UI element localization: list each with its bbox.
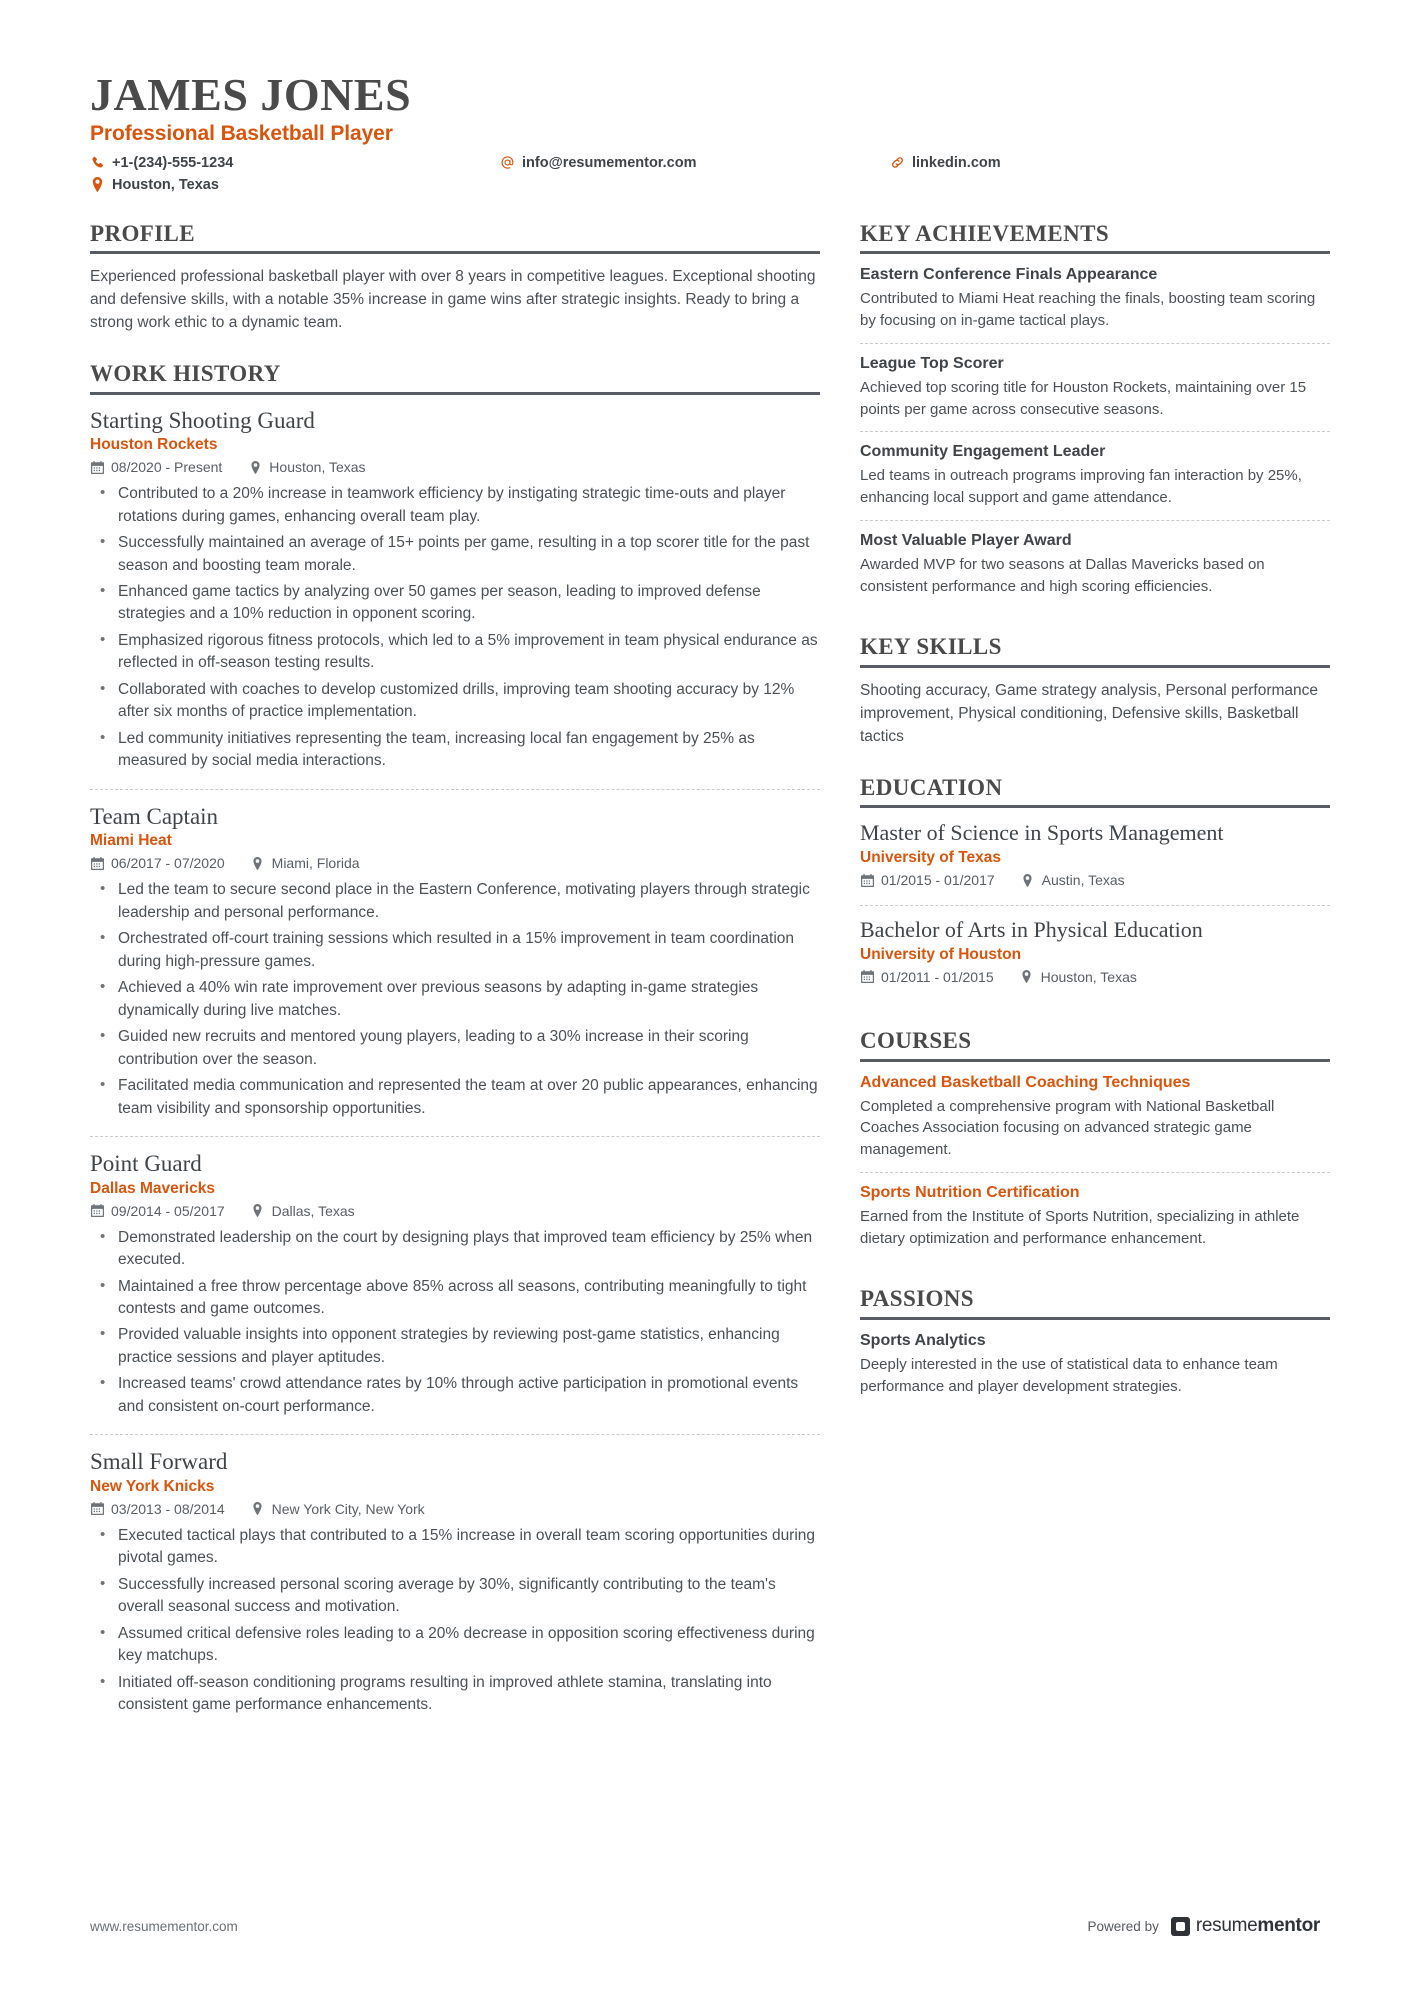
section-title-profile: PROFILE [90,221,820,255]
work-bullet: • Enhanced game tactics by analyzing over 50 games per season, leading to improved defense strategies and a 10% reduction in opponent scoring. [90,581,820,626]
work-company: Miami Heat [90,832,172,850]
section-title-key-achievements: KEY ACHIEVEMENTS [860,221,1330,255]
resumementor-logo [1171,1915,1320,1937]
work-bullets [90,1227,820,1419]
passion-item [860,1332,1330,1409]
work-bullets [90,879,820,1120]
education-meta [860,969,1330,985]
map-pin-icon [1020,970,1034,984]
course-title: Advanced Basketball Coaching Techniques [860,1073,1191,1091]
work-bullet: • Achieved a 40% win rate improvement over previous seasons by adapting in-game strategies dynamically during live matches. [90,977,820,1022]
section-education [860,775,1330,1002]
education-entry [860,820,1330,905]
education-dates [860,969,994,985]
achievement-item [860,520,1330,609]
work-company: Dallas Mavericks [90,1179,215,1197]
work-location-text: Houston, Texas [269,459,366,476]
work-location-text: New York City, New York [271,1500,425,1517]
contact-email-text: info@resumementor.com [522,154,697,171]
section-courses [860,1028,1330,1261]
work-dates [90,1203,225,1219]
section-title-courses: COURSES [860,1028,1330,1062]
work-bullet: • Initiated off-season conditioning programs resulting in improved athlete stamina, translating into consistent game performance enhancements. [90,1672,820,1717]
work-bullet: • Guided new recruits and mentored young players, leading to a 30% increase in their scoring contribution over the season. [90,1026,820,1071]
work-entry [90,1136,820,1434]
contact-info [90,155,1320,193]
education-location [1021,872,1125,888]
work-meta [90,1501,820,1517]
work-bullet: • Demonstrated leadership on the court by designing plays that improved team efficiency by 25% when executed. [90,1227,820,1272]
work-location [251,1501,425,1517]
education-location-text: Austin, Texas [1041,872,1125,889]
section-key-skills [860,634,1330,748]
work-bullet: • Collaborated with coaches to develop customized drills, improving team shooting accuracy by 12% after six months of practice implementation. [90,679,820,724]
education-meta [860,872,1330,888]
map-pin-icon [90,177,105,192]
contact-phone[interactable] [90,155,500,171]
education-location-text: Houston, Texas [1040,968,1137,985]
work-location [251,855,360,871]
passion-description: Deeply interested in the use of statistical data to enhance team performance and player development strategies. [860,1356,1278,1395]
section-profile [90,221,820,335]
calendar-icon [860,970,874,984]
profile-text: Experienced professional basketball player with over 8 years in competitive leagues. Exceptional shooting and defensive skills, with a notable 35% increase in game wins after strategic insights. Ready to bring a strong work ethic to a dynamic team. [90,268,816,331]
map-pin-icon [1021,873,1035,887]
phone-icon [90,155,105,170]
resume-header [90,70,1320,193]
achievement-title: Most Valuable Player Award [860,531,1072,549]
map-pin-icon [248,460,262,474]
work-company: Houston Rockets [90,436,218,454]
work-role: Team Captain [90,803,219,829]
work-entry [90,1434,820,1732]
education-entry [860,905,1330,1002]
education-degree: Bachelor of Arts in Physical Education [860,917,1203,943]
map-pin-icon [251,1502,265,1516]
key-skills-text: Shooting accuracy, Game strategy analysis, Personal performance improvement, Physical conditioning, Defensive skills, Basketball tactics [860,682,1319,745]
course-title: Sports Nutrition Certification [860,1183,1080,1201]
resume-columns [90,221,1320,1759]
achievement-description: Contributed to Miami Heat reaching the finals, boosting team scoring by focusing on in-game tactical plays. [860,290,1316,330]
work-bullet: • Successfully increased personal scoring average by 30%, significantly contributing to the team's overall seasonal success and motivation. [90,1574,820,1619]
left-column [90,221,820,1759]
achievement-item [860,266,1330,343]
work-bullet: • Maintained a free throw percentage above 85% across all seasons, contributing meaningfully to tight contests and game outcomes. [90,1276,820,1321]
resume-footer [90,1915,1320,1937]
course-item [860,1074,1330,1172]
at-sign-icon [500,155,515,170]
section-title-passions: PASSIONS [860,1286,1330,1320]
education-school: University of Houston [860,945,1022,963]
work-bullet: • Contributed to a 20% increase in teamwork efficiency by instigating strategic time-outs and player rotations during games, enhancing overall team play. [90,483,820,528]
contact-phone-text: +1-(234)-555-1234 [112,154,234,171]
passion-title: Sports Analytics [860,1332,986,1350]
work-role: Starting Shooting Guard [90,407,315,433]
powered-by-label: Powered by [1087,1918,1159,1934]
footer-website[interactable]: www.resumementor.com [90,1918,238,1934]
work-bullet: • Emphasized rigorous fitness protocols, which led to a 5% improvement in team physical endurance as reflected in off-season testing results. [90,630,820,675]
work-role: Point Guard [90,1151,202,1177]
work-company: New York Knicks [90,1477,215,1495]
section-title-education: EDUCATION [860,775,1330,809]
section-title-key-skills: KEY SKILLS [860,634,1330,668]
education-location [1020,969,1137,985]
education-school: University of Texas [860,849,1001,867]
work-bullet: • Assumed critical defensive roles leading to a 20% decrease in opposition scoring effectiveness during key matchups. [90,1623,820,1668]
achievement-description: Achieved top scoring title for Houston Rockets, maintaining over 15 points per game across consecutive seasons. [860,378,1307,418]
work-entry [90,789,820,1136]
education-dates-text: 01/2015 - 01/2017 [881,872,995,889]
link-icon [890,155,905,170]
course-description: Completed a comprehensive program with National Basketball Coaches Association focusing on advanced strategic game management. [860,1097,1275,1159]
achievement-item [860,431,1330,520]
work-dates [90,459,222,475]
achievement-title: League Top Scorer [860,354,1004,372]
contact-linkedin-text: linkedin.com [912,154,1001,171]
achievement-description: Led teams in outreach programs improving fan interaction by 25%, enhancing local support and game attendance. [860,467,1302,507]
work-dates-text: 08/2020 - Present [111,459,223,476]
work-bullets [90,483,820,773]
map-pin-icon [251,856,265,870]
work-bullets [90,1525,820,1717]
education-dates-text: 01/2011 - 01/2015 [881,968,994,985]
work-dates [90,855,225,871]
contact-location-text: Houston, Texas [112,176,219,193]
work-location-text: Dallas, Texas [271,1202,355,1219]
work-bullet: • Facilitated media communication and represented the team at over 20 public appearances, enhancing team visibility and sponsorship opportunities. [90,1075,820,1120]
work-dates-text: 09/2014 - 05/2017 [111,1202,225,1219]
work-dates [90,1501,225,1517]
calendar-icon [90,856,104,870]
work-role: Small Forward [90,1449,228,1475]
work-location-text: Miami, Florida [271,855,360,872]
work-dates-text: 03/2013 - 08/2014 [111,1500,225,1517]
work-bullet: • Executed tactical plays that contributed to a 15% increase in overall team scoring opportunities during pivotal games. [90,1525,820,1570]
achievement-title: Community Engagement Leader [860,443,1106,461]
work-meta [90,1203,820,1219]
work-bullet: • Successfully maintained an average of 15+ points per game, resulting in a top scorer title for the past season and boosting team morale. [90,532,820,577]
work-dates-text: 06/2017 - 07/2020 [111,855,225,872]
logo-mark-icon [1171,1917,1190,1936]
achievement-item [860,343,1330,432]
candidate-job-title: Professional Basketball Player [90,121,393,145]
footer-branding [1088,1915,1320,1937]
contact-linkedin[interactable] [890,155,1320,171]
education-degree: Master of Science in Sports Management [860,820,1224,846]
contact-email[interactable] [500,155,890,171]
education-dates [860,872,995,888]
section-title-work-history: WORK HISTORY [90,361,820,395]
calendar-icon [860,873,874,887]
section-work-history [90,361,820,1733]
achievement-description: Awarded MVP for two seasons at Dallas Mavericks based on consistent performance and high scoring efficiencies. [860,555,1265,595]
logo-text-second: mentor [1257,1915,1320,1936]
calendar-icon [90,460,104,474]
calendar-icon [90,1204,104,1218]
work-location [248,459,365,475]
work-bullet: • Orchestrated off-court training sessions which resulted in a 15% improvement in team coordination during high-pressure games. [90,928,820,973]
work-entry [90,407,820,789]
logo-text-first: resume [1195,1915,1258,1936]
calendar-icon [90,1502,104,1516]
course-description: Earned from the Institute of Sports Nutrition, specializing in athlete dietary optimization and performance enhancement. [860,1207,1300,1247]
work-bullet: • Led community initiatives representing the team, increasing local fan engagement by 25% as measured by social media interactions. [90,728,820,773]
course-item [860,1172,1330,1261]
work-bullet: • Increased teams' crowd attendance rates by 10% through active participation in promotional events and consistent on-court performance. [90,1373,820,1418]
section-key-achievements [860,221,1330,609]
candidate-name: JAMES JONES [90,69,412,120]
right-column [860,221,1330,1759]
achievement-title: Eastern Conference Finals Appearance [860,266,1158,284]
work-bullet: • Provided valuable insights into opponent strategies by reviewing post-game statistics, enhancing practice sessions and player aptitudes. [90,1324,820,1369]
work-meta [90,459,820,475]
work-bullet: • Led the team to secure second place in the Eastern Conference, motivating players through strategic leadership and personal performance. [90,879,820,924]
section-passions [860,1286,1330,1408]
work-meta [90,855,820,871]
contact-location [90,177,500,193]
work-location [251,1203,355,1219]
map-pin-icon [251,1204,265,1218]
